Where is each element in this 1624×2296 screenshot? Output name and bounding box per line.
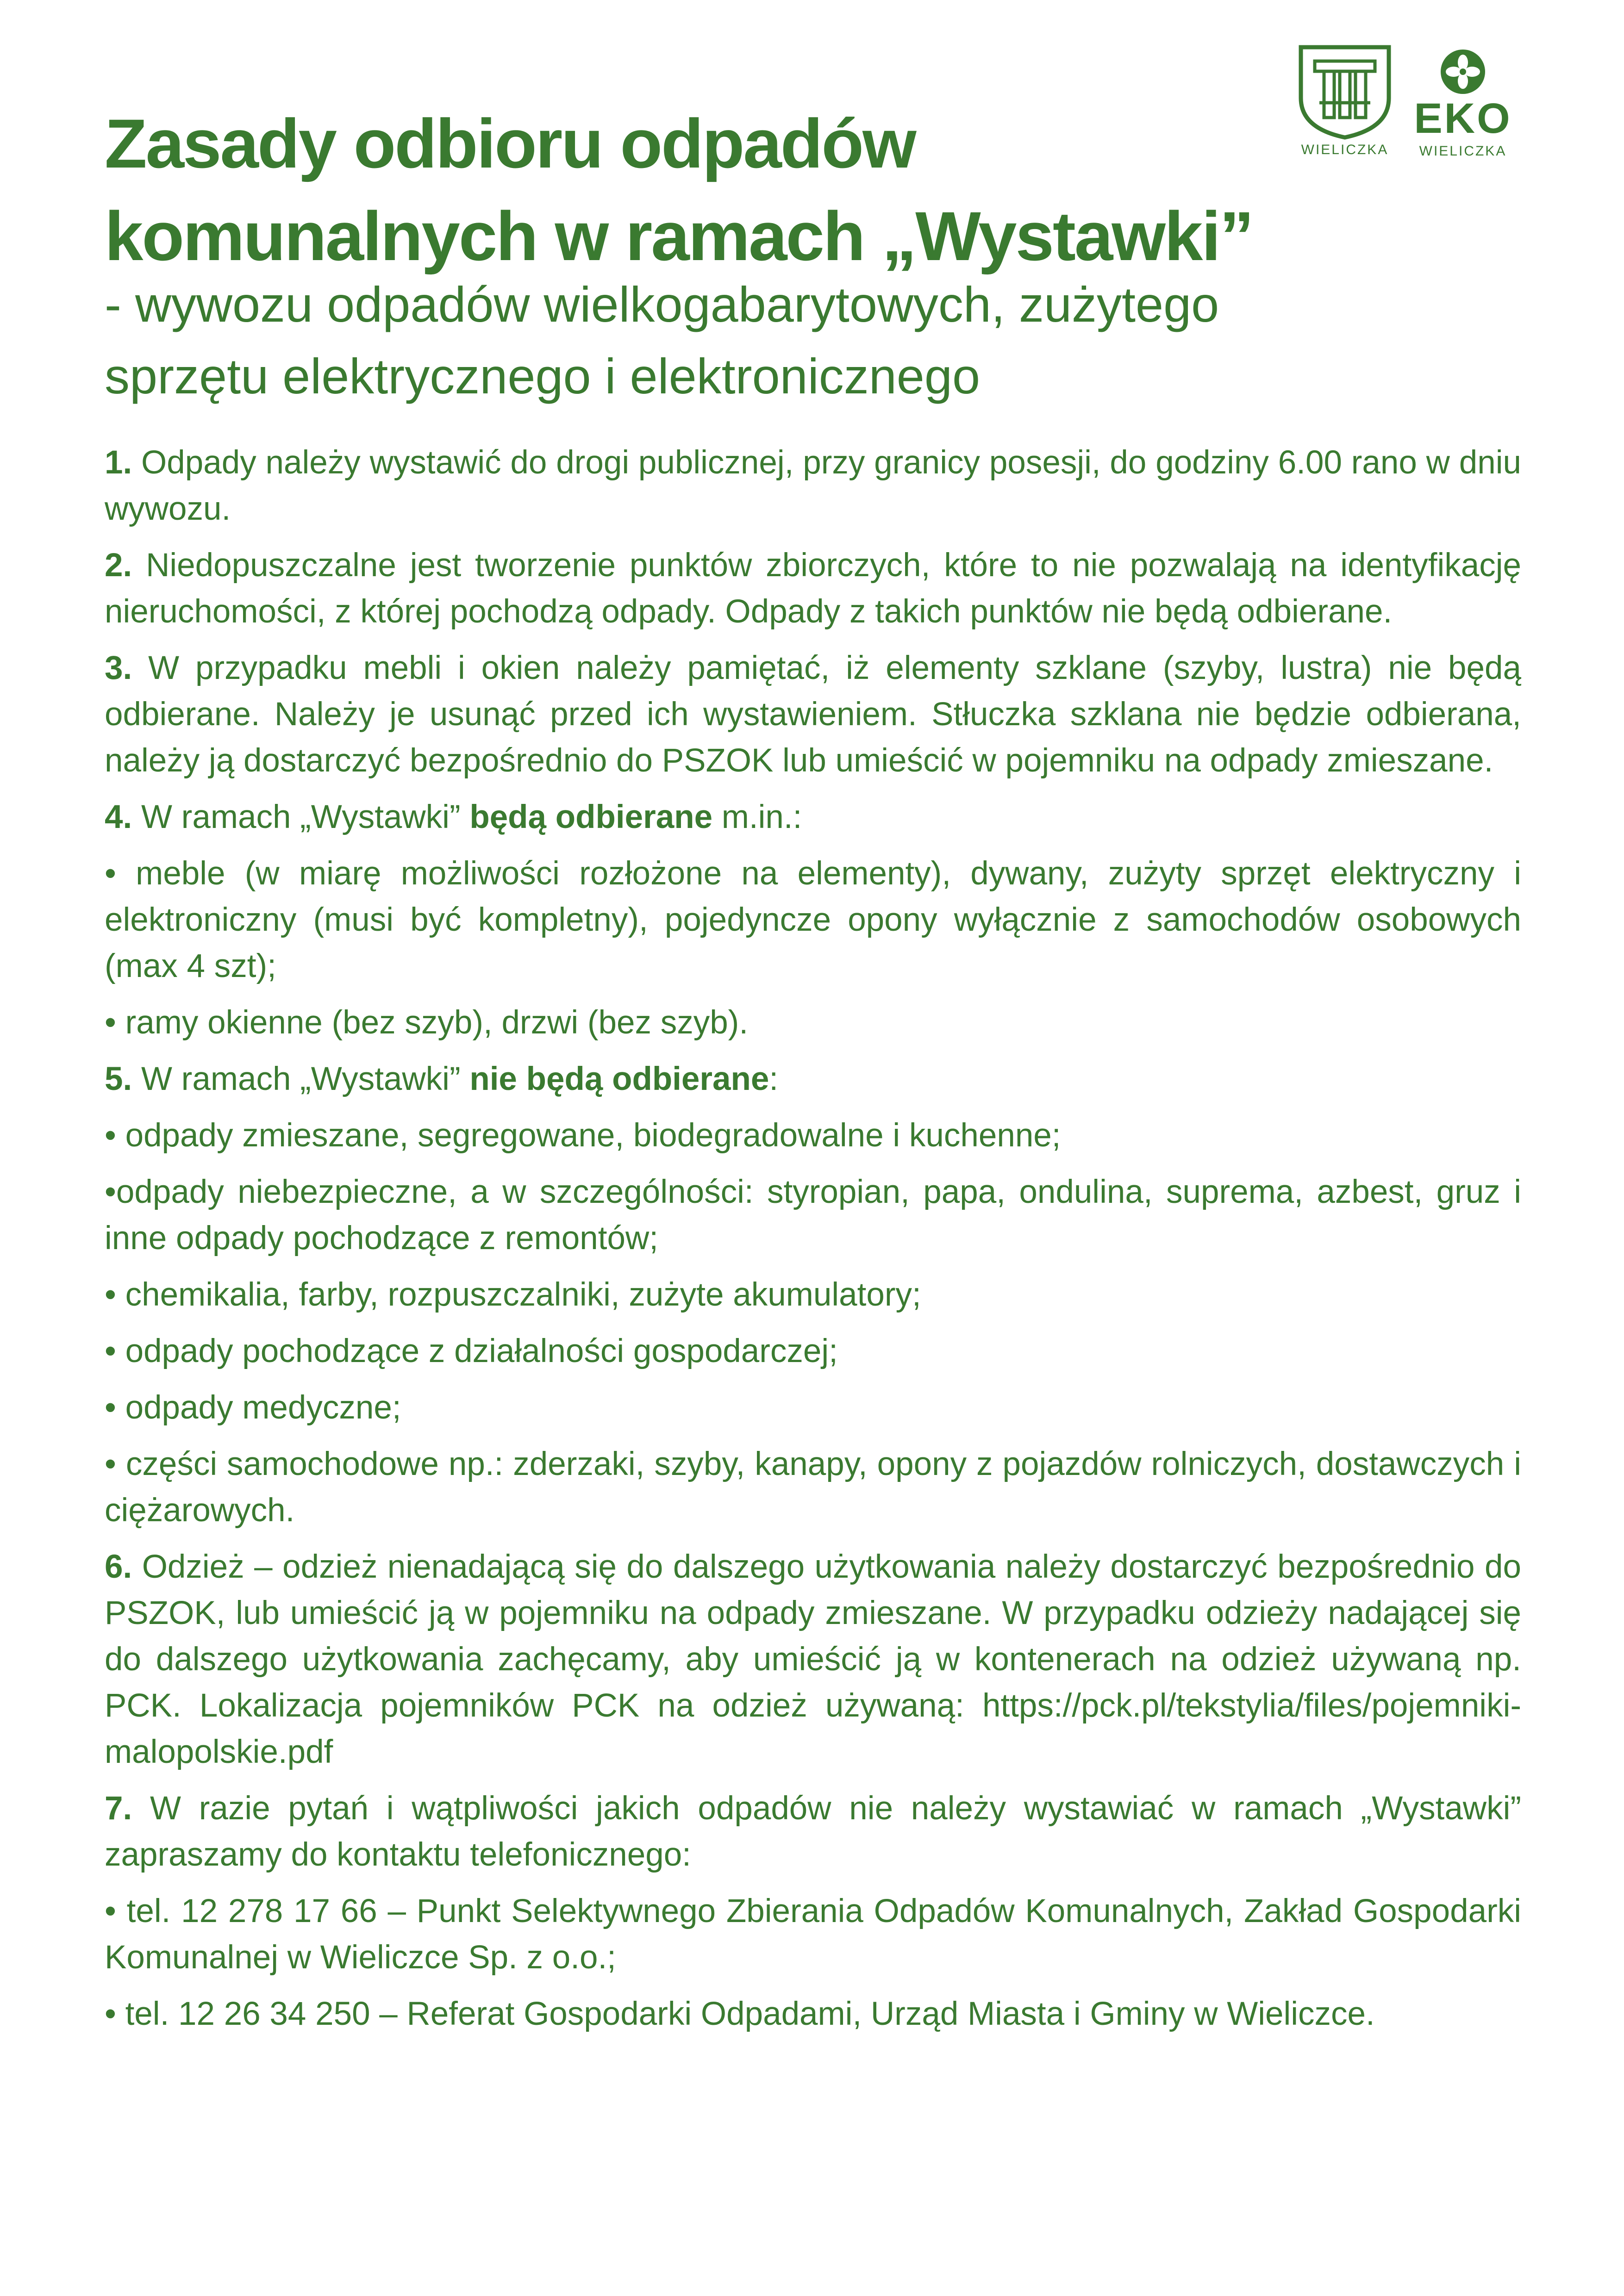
rule-4 xyxy=(105,794,1521,840)
rule-emphasis: nie będą odbierane xyxy=(469,1061,769,1097)
title-line-1: Zasady odbioru odpadów xyxy=(105,105,915,182)
eko-logo-caption: WIELICZKA xyxy=(1419,143,1507,159)
rule-number: 3. xyxy=(105,650,132,686)
rule-number: 4. xyxy=(105,799,132,835)
rule-number: 1. xyxy=(105,444,132,481)
rule-text: W razie pytań i wątpliwości jakich odpadów nie należy wystawiać w ramach „Wystawki” zapraszamy do kontaktu telefonicznego: xyxy=(105,1790,1521,1873)
rule-text: Odzież – odzież nienadającą się do dalszego użytkowania należy dostarczyć bezpośrednio do PSZOK, lub umieścić ją w pojemniku na odpady zmieszane. W przypadku odzieży nadającej się do dalszego użytkowania zachęcamy, aby umieścić ją w kontenerach na odzież używaną np. PCK. Lokalizacja pojemników PCK na odzież używaną: https://pck.pl/tekstylia/files/pojemniki-malopolskie.pdf xyxy=(105,1549,1521,1770)
list-item: • części samochodowe np.: zderzaki, szyby, kanapy, opony z pojazdów rolniczych, dostawczych i ciężarowych. xyxy=(105,1446,1521,1529)
leaf-circle-icon xyxy=(1440,49,1486,95)
rule-text: Odpady należy wystawić do drogi publicznej, przy granicy posesji, do godziny 6.00 rano w dniu wywozu. xyxy=(105,444,1521,527)
rule-text: W przypadku mebli i okien należy pamiętać, iż elementy szklane (szyby, lustra) nie będą odbierane. Należy je usunąć przed ich wystawieniem. Stłuczka szklana nie będzie odbierana, należy ją dostarczyć bezpośrednio do PSZOK lub umieścić w pojemniku na odpady zmieszane. xyxy=(105,650,1521,779)
title-line-2: komunalnych w ramach „Wystawki” xyxy=(105,197,1253,275)
contact-item: • tel. 12 278 17 66 – Punkt Selektywnego Zbierania Odpadów Komunalnych, Zakład Gospodarki Komunalnej w Wieliczce Sp. z o.o.; xyxy=(105,1893,1521,1976)
list-item: • meble (w miarę możliwości rozłożone na elementy), dywany, zużyty sprzęt elektryczny i elektroniczny (musi być kompletny), pojedyncze opony wyłącznie z samochodów osobowych (max 4 szt); xyxy=(105,855,1521,984)
contact-item: • tel. 12 26 34 250 – Referat Gospodarki Odpadami, Urząd Miasta i Gminy w Wieliczce. xyxy=(105,1996,1375,2032)
rule-number: 7. xyxy=(105,1790,132,1827)
list-item: • odpady zmieszane, segregowane, biodegradowalne i kuchenne; xyxy=(105,1117,1061,1154)
rule-number: 6. xyxy=(105,1549,132,1585)
subtitle-line-2: sprzętu elektrycznego i elektronicznego xyxy=(105,348,981,404)
eko-wordmark: EKO xyxy=(1414,95,1512,142)
rule-5 xyxy=(105,1056,1521,1102)
page-title xyxy=(105,97,1447,282)
rule-number: 5. xyxy=(105,1061,132,1097)
rule-text-end: : xyxy=(769,1061,779,1097)
wieliczka-logo-caption: WIELICZKA xyxy=(1301,142,1389,157)
subtitle-line-1: - wywozu odpadów wielkogabarytowych, zużytego xyxy=(105,276,1219,332)
rule-text-end: m.in.: xyxy=(712,799,802,835)
rules-content xyxy=(105,440,1521,2047)
list-item: • odpady medyczne; xyxy=(105,1389,401,1426)
rule-6 xyxy=(105,1544,1521,1775)
list-item: • ramy okienne (bez szyb), drzwi (bez szyb). xyxy=(105,1004,749,1041)
rule-text: W ramach „Wystawki” xyxy=(132,799,470,835)
rule-text: W ramach „Wystawki” xyxy=(132,1061,470,1097)
rule-emphasis: będą odbierane xyxy=(469,799,713,835)
rule-1 xyxy=(105,440,1521,532)
list-item: • chemikalia, farby, rozpuszczalniki, zużyte akumulatory; xyxy=(105,1276,921,1313)
rule-2 xyxy=(105,542,1521,635)
rule-number: 2. xyxy=(105,547,132,584)
page-subtitle xyxy=(105,268,1521,412)
rule-3 xyxy=(105,645,1521,784)
list-item: •odpady niebezpieczne, a w szczególności: styropian, papa, ondulina, suprema, azbest, gruz i inne odpady pochodzące z remontów; xyxy=(105,1174,1521,1257)
rule-text: Niedopuszczalne jest tworzenie punktów zbiorczych, które to nie pozwalają na identyfikację nieruchomości, z której pochodzą odpady. Odpady z takich punktów nie będą odbierane. xyxy=(105,547,1521,630)
list-item: • odpady pochodzące z działalności gospodarczej; xyxy=(105,1333,838,1369)
rule-7 xyxy=(105,1786,1521,1878)
